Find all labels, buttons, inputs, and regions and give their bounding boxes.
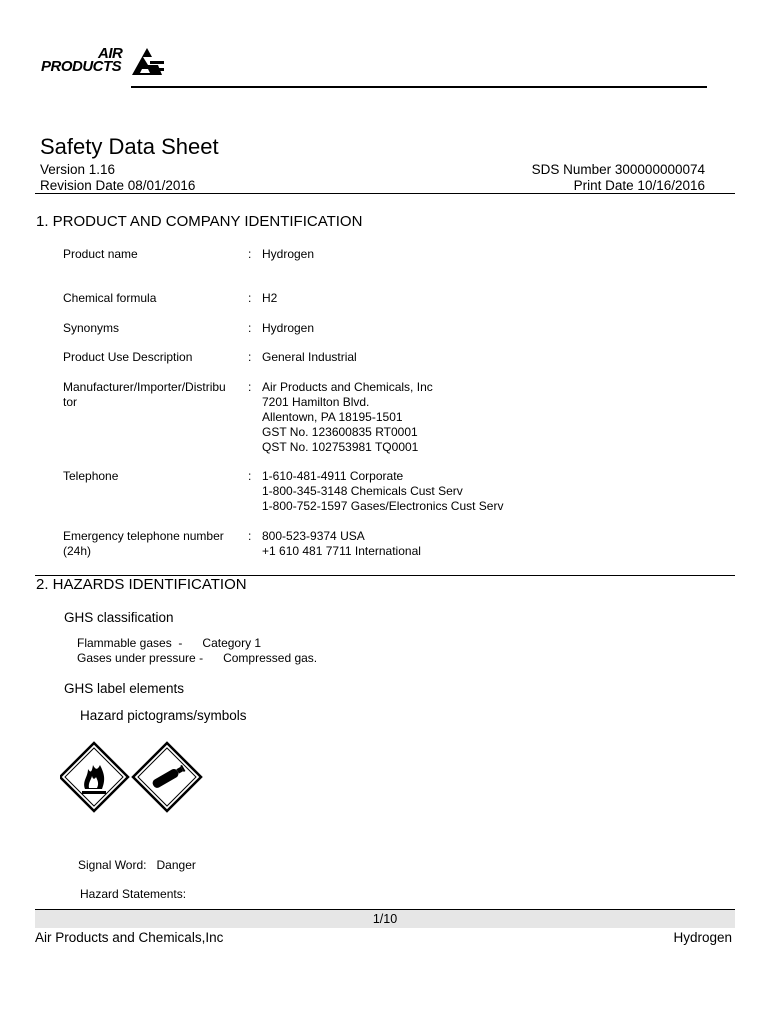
revision-date: Revision Date 08/01/2016 bbox=[40, 178, 196, 193]
classification-list bbox=[77, 636, 317, 666]
hazard-class: Flammable gases bbox=[77, 636, 172, 650]
value-manufacturer bbox=[262, 380, 433, 455]
separator: : bbox=[248, 291, 252, 305]
divider bbox=[35, 193, 735, 194]
value-line: 1-800-752-1597 Gases/Electronics Cust Serv bbox=[262, 499, 504, 513]
label-line: Manufacturer/Importer/Distribu bbox=[63, 380, 226, 394]
label-product-name: Product name bbox=[63, 247, 138, 261]
gas-cylinder-pictogram-icon bbox=[133, 743, 201, 811]
hazard-pictograms bbox=[60, 741, 205, 813]
value-line: 1-610-481-4911 Corporate bbox=[262, 469, 404, 483]
hazard-category: Category 1 bbox=[202, 636, 262, 650]
value-line: 7201 Hamilton Blvd. bbox=[262, 395, 370, 409]
flame-pictogram-icon bbox=[60, 743, 128, 811]
signal-word-label: Signal Word: bbox=[78, 858, 147, 872]
value-line: QST No. 102753981 TQ0001 bbox=[262, 440, 419, 454]
document-title: Safety Data Sheet bbox=[40, 134, 219, 159]
section-heading-identification: 1. PRODUCT AND COMPANY IDENTIFICATION bbox=[36, 213, 363, 230]
header-rule bbox=[131, 86, 707, 88]
separator: : bbox=[248, 529, 252, 543]
hazard-statements-label: Hazard Statements: bbox=[80, 887, 187, 901]
dash: - bbox=[199, 651, 204, 665]
signal-word bbox=[78, 858, 196, 873]
value-emergency-telephone bbox=[262, 529, 421, 559]
value-line: Air Products and Chemicals, Inc bbox=[262, 380, 433, 394]
label-line: tor bbox=[63, 395, 78, 409]
footer-product: Hydrogen bbox=[673, 930, 732, 945]
label-telephone: Telephone bbox=[63, 469, 119, 483]
separator: : bbox=[248, 247, 252, 261]
label-synonyms: Synonyms bbox=[63, 321, 120, 335]
value-line: GST No. 123600835 RT0001 bbox=[262, 425, 418, 439]
dash: - bbox=[178, 636, 183, 650]
value-chemical-formula bbox=[262, 291, 277, 306]
ghs-classification-title: GHS classification bbox=[64, 610, 174, 625]
value-line: H2 bbox=[262, 291, 278, 305]
value-line: Hydrogen bbox=[262, 247, 315, 261]
logo-text-air: AIR bbox=[98, 45, 123, 62]
hazard-pictograms-title: Hazard pictograms/symbols bbox=[80, 708, 247, 723]
version: Version 1.16 bbox=[40, 162, 116, 177]
signal-word-value: Danger bbox=[156, 858, 196, 872]
label-emergency-telephone bbox=[63, 529, 243, 559]
separator: : bbox=[248, 469, 252, 483]
logo-text-products: PRODUCTS bbox=[41, 58, 122, 75]
value-product-use bbox=[262, 350, 357, 365]
label-chemical-formula: Chemical formula bbox=[63, 291, 157, 305]
label-product-use: Product Use Description bbox=[63, 350, 193, 364]
label-manufacturer bbox=[63, 380, 243, 410]
air-products-triangle-logo-icon bbox=[128, 45, 166, 77]
section-heading-hazards: 2. HAZARDS IDENTIFICATION bbox=[36, 576, 247, 593]
value-product-name bbox=[262, 247, 314, 262]
label-line: (24h) bbox=[63, 544, 92, 558]
separator: : bbox=[248, 380, 252, 394]
separator: : bbox=[248, 350, 252, 364]
classification-row bbox=[77, 636, 317, 651]
value-line: +1 610 481 7711 International bbox=[262, 544, 421, 558]
value-line: General Industrial bbox=[262, 350, 357, 364]
value-synonyms bbox=[262, 321, 314, 336]
page-number: 1/10 bbox=[372, 912, 398, 926]
hazard-class: Gases under pressure bbox=[77, 651, 196, 665]
value-line: 1-800-345-3148 Chemicals Cust Serv bbox=[262, 484, 463, 498]
print-date: Print Date 10/16/2016 bbox=[573, 178, 705, 193]
footer-company: Air Products and Chemicals,Inc bbox=[35, 930, 224, 945]
label-line: Emergency telephone number bbox=[63, 529, 224, 543]
hazard-category: Compressed gas. bbox=[223, 651, 318, 665]
value-telephone bbox=[262, 469, 503, 514]
separator: : bbox=[248, 321, 252, 335]
value-line: Allentown, PA 18195-1501 bbox=[262, 410, 403, 424]
sds-number: SDS Number 300000000074 bbox=[531, 162, 705, 177]
classification-row bbox=[77, 651, 317, 666]
ghs-label-elements-title: GHS label elements bbox=[64, 681, 185, 696]
value-line: Hydrogen bbox=[262, 321, 315, 335]
value-line: 800-523-9374 USA bbox=[262, 529, 365, 543]
